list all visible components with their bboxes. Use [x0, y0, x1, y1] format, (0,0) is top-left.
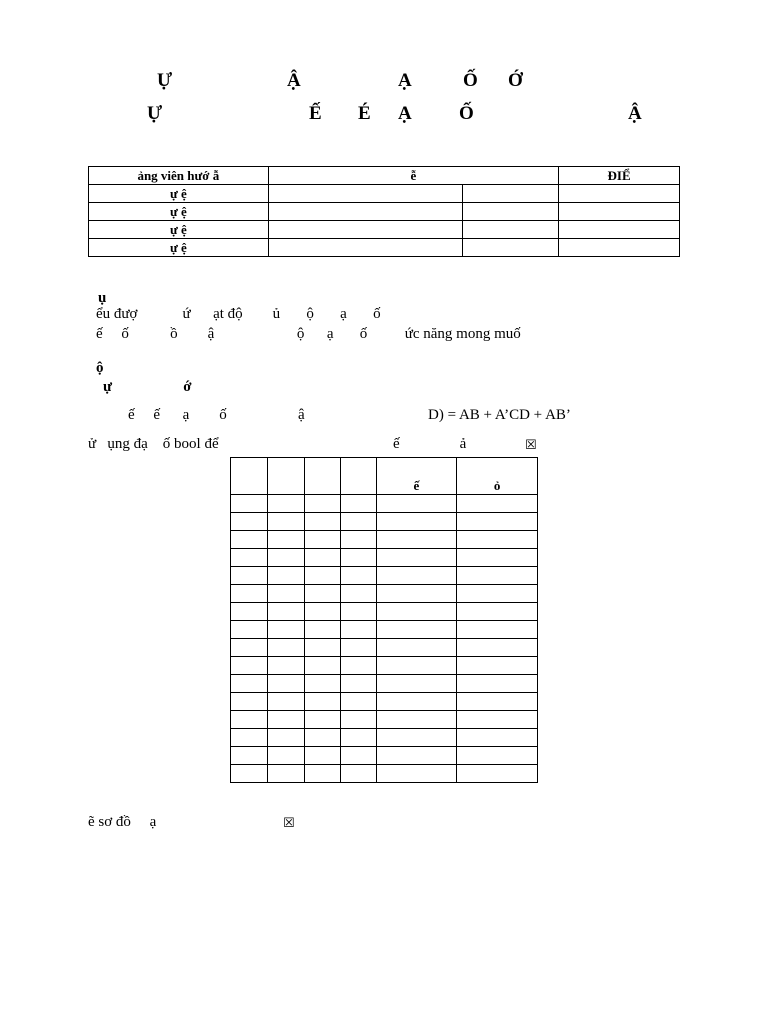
title-char: Ế	[309, 103, 322, 124]
truth-table-cell	[376, 747, 457, 765]
truth-table-row	[231, 747, 538, 765]
truth-table-cell	[457, 549, 538, 567]
truth-table-cell	[304, 747, 340, 765]
truth-table-cell	[304, 711, 340, 729]
truth-table-cell	[304, 603, 340, 621]
truth-table-cell	[340, 567, 376, 585]
truth-table-cell	[340, 693, 376, 711]
truth-table-cell	[340, 675, 376, 693]
step2-text: ẽ sơ đồ ạ	[88, 814, 157, 830]
truth-table-row	[231, 639, 538, 657]
member-label: ự ệ	[89, 239, 269, 257]
member-label: ự ệ	[89, 203, 269, 221]
truth-table-cell	[231, 747, 268, 765]
truth-table-cell	[231, 657, 268, 675]
info-table-row	[89, 185, 680, 203]
truth-table-cell	[340, 603, 376, 621]
truth-table-cell	[231, 495, 268, 513]
truth-table-cell	[340, 711, 376, 729]
truth-table-body	[231, 495, 538, 783]
truth-table-row	[231, 657, 538, 675]
truth-table-row	[231, 729, 538, 747]
truth-table-cell	[304, 675, 340, 693]
truth-table-cell	[376, 603, 457, 621]
truth-table-cell	[376, 495, 457, 513]
step1-tail: ế ả	[393, 436, 467, 452]
truth-table-row	[231, 567, 538, 585]
truth-table-cell	[457, 585, 538, 603]
truth-table-cell	[340, 747, 376, 765]
member-label: ự ệ	[89, 185, 269, 203]
truth-table-cell	[231, 603, 268, 621]
checkbox-checked-icon[interactable]: ☒	[283, 816, 295, 831]
truth-table-cell	[376, 657, 457, 675]
truth-table-cell	[457, 675, 538, 693]
truth-table-cell	[457, 531, 538, 549]
truth-table	[230, 457, 538, 783]
truth-table-cell	[267, 567, 304, 585]
truth-table-cell	[304, 585, 340, 603]
truth-col-header	[304, 458, 340, 495]
truth-table-cell	[231, 513, 268, 531]
truth-table-cell	[457, 693, 538, 711]
truth-table-cell	[340, 549, 376, 567]
title-char: Ậ	[628, 103, 642, 124]
truth-table-cell	[457, 567, 538, 585]
truth-table-cell	[231, 531, 268, 549]
task-line: ế ế ạ ố ậ	[128, 407, 305, 423]
truth-table-cell	[376, 567, 457, 585]
middle-label: ễ	[268, 167, 558, 185]
member-name-cell	[268, 203, 463, 221]
member-score-cell	[559, 185, 680, 203]
truth-table-cell	[267, 549, 304, 567]
truth-table-cell	[267, 621, 304, 639]
member-name-cell	[268, 221, 463, 239]
truth-table-cell	[267, 585, 304, 603]
truth-table-cell	[231, 621, 268, 639]
truth-table-cell	[376, 693, 457, 711]
truth-table-cell	[231, 549, 268, 567]
member-name-cell	[268, 185, 463, 203]
member-label: ự ệ	[89, 221, 269, 239]
title-char: Ạ	[398, 103, 412, 124]
truth-table-cell	[231, 765, 268, 783]
truth-table-row	[231, 711, 538, 729]
member-id-cell	[463, 221, 559, 239]
truth-table-cell	[376, 585, 457, 603]
truth-table-cell	[267, 747, 304, 765]
truth-table-cell	[376, 675, 457, 693]
truth-col-header	[231, 458, 268, 495]
truth-table-cell	[231, 711, 268, 729]
truth-table-cell	[231, 693, 268, 711]
truth-table-cell	[267, 711, 304, 729]
truth-table-cell	[304, 639, 340, 657]
truth-table-cell	[376, 549, 457, 567]
checkbox-checked-icon[interactable]: ☒	[525, 438, 537, 453]
truth-table-cell	[457, 495, 538, 513]
score-label: ĐIỂ	[559, 167, 680, 185]
truth-table-cell	[304, 495, 340, 513]
step1-text: ử ụng đạ ố bool để	[88, 436, 219, 452]
truth-table-cell	[340, 657, 376, 675]
truth-table-cell	[231, 639, 268, 657]
truth-table-cell	[267, 765, 304, 783]
truth-table-row	[231, 495, 538, 513]
instructor-label: ảng viên hướ ẫ	[89, 167, 269, 185]
truth-table-cell	[340, 765, 376, 783]
truth-table-row	[231, 549, 538, 567]
info-table-row	[89, 203, 680, 221]
truth-table-cell	[267, 729, 304, 747]
truth-table-cell	[231, 585, 268, 603]
title-char: Ố	[463, 70, 478, 91]
truth-table-cell	[340, 729, 376, 747]
truth-table-cell	[231, 675, 268, 693]
truth-table-cell	[376, 711, 457, 729]
info-table-row	[89, 221, 680, 239]
title-char: Ố	[459, 103, 474, 124]
title-char: Ớ	[508, 70, 523, 91]
truth-col-header: ế	[376, 458, 457, 495]
truth-table-row	[231, 765, 538, 783]
truth-table-row	[231, 603, 538, 621]
boolean-formula: D) = AB + A’CD + AB’	[428, 407, 571, 423]
section1-line1: ểu đượ ứ ạt độ ủ ộ ạ ố	[96, 306, 381, 322]
section1-heading: ụ	[98, 290, 107, 306]
title-char: Ậ	[287, 70, 301, 91]
truth-table-cell	[267, 513, 304, 531]
truth-table-cell	[457, 657, 538, 675]
member-id-cell	[463, 185, 559, 203]
truth-table-cell	[376, 639, 457, 657]
truth-table-cell	[457, 513, 538, 531]
truth-table-cell	[267, 603, 304, 621]
truth-table-header-row	[231, 458, 538, 495]
truth-table-cell	[267, 495, 304, 513]
truth-table-cell	[267, 531, 304, 549]
section1-line2: ế ố ồ ậ ộ ạ ố ức năng mong muố	[96, 326, 521, 342]
truth-table-cell	[304, 531, 340, 549]
truth-table-cell	[304, 513, 340, 531]
truth-table-cell	[304, 549, 340, 567]
member-name-cell	[268, 239, 463, 257]
info-table-header-row	[89, 167, 680, 185]
truth-table-cell	[340, 495, 376, 513]
truth-table-cell	[376, 729, 457, 747]
truth-table-cell	[267, 657, 304, 675]
truth-table-cell	[457, 711, 538, 729]
truth-table-cell	[376, 765, 457, 783]
truth-col-header	[340, 458, 376, 495]
member-score-cell	[559, 239, 680, 257]
section2-subheading: ự ớ	[103, 379, 192, 395]
truth-table-cell	[457, 639, 538, 657]
truth-table-cell	[304, 621, 340, 639]
member-id-cell	[463, 239, 559, 257]
truth-table-cell	[267, 675, 304, 693]
truth-table-cell	[376, 531, 457, 549]
truth-col-header: ỏ	[457, 458, 538, 495]
truth-table-cell	[457, 603, 538, 621]
truth-table-cell	[340, 513, 376, 531]
truth-table-cell	[304, 657, 340, 675]
truth-table-cell	[340, 531, 376, 549]
truth-table-row	[231, 513, 538, 531]
truth-table-cell	[267, 693, 304, 711]
truth-table-row	[231, 621, 538, 639]
truth-table-cell	[340, 621, 376, 639]
member-score-cell	[559, 203, 680, 221]
truth-table-cell	[457, 621, 538, 639]
truth-table-cell	[304, 729, 340, 747]
section2-heading: ộ	[96, 360, 104, 376]
truth-table-cell	[457, 729, 538, 747]
truth-table-cell	[231, 567, 268, 585]
title-char: Ự	[157, 70, 173, 91]
truth-table-cell	[457, 747, 538, 765]
truth-table-row	[231, 675, 538, 693]
truth-table-cell	[457, 765, 538, 783]
truth-table-row	[231, 585, 538, 603]
truth-table-cell	[231, 729, 268, 747]
info-table	[88, 166, 680, 257]
title-char: É	[358, 103, 371, 124]
truth-table-cell	[304, 693, 340, 711]
info-table-row	[89, 239, 680, 257]
truth-table-cell	[340, 585, 376, 603]
truth-table-row	[231, 531, 538, 549]
member-id-cell	[463, 203, 559, 221]
title-char: Ạ	[398, 70, 412, 91]
title-char: Ự	[147, 103, 163, 124]
truth-table-row	[231, 693, 538, 711]
truth-table-cell	[340, 639, 376, 657]
truth-table-cell	[304, 567, 340, 585]
truth-table-cell	[376, 621, 457, 639]
truth-table-cell	[376, 513, 457, 531]
member-score-cell	[559, 221, 680, 239]
truth-col-header	[267, 458, 304, 495]
truth-table-cell	[304, 765, 340, 783]
truth-table-cell	[267, 639, 304, 657]
